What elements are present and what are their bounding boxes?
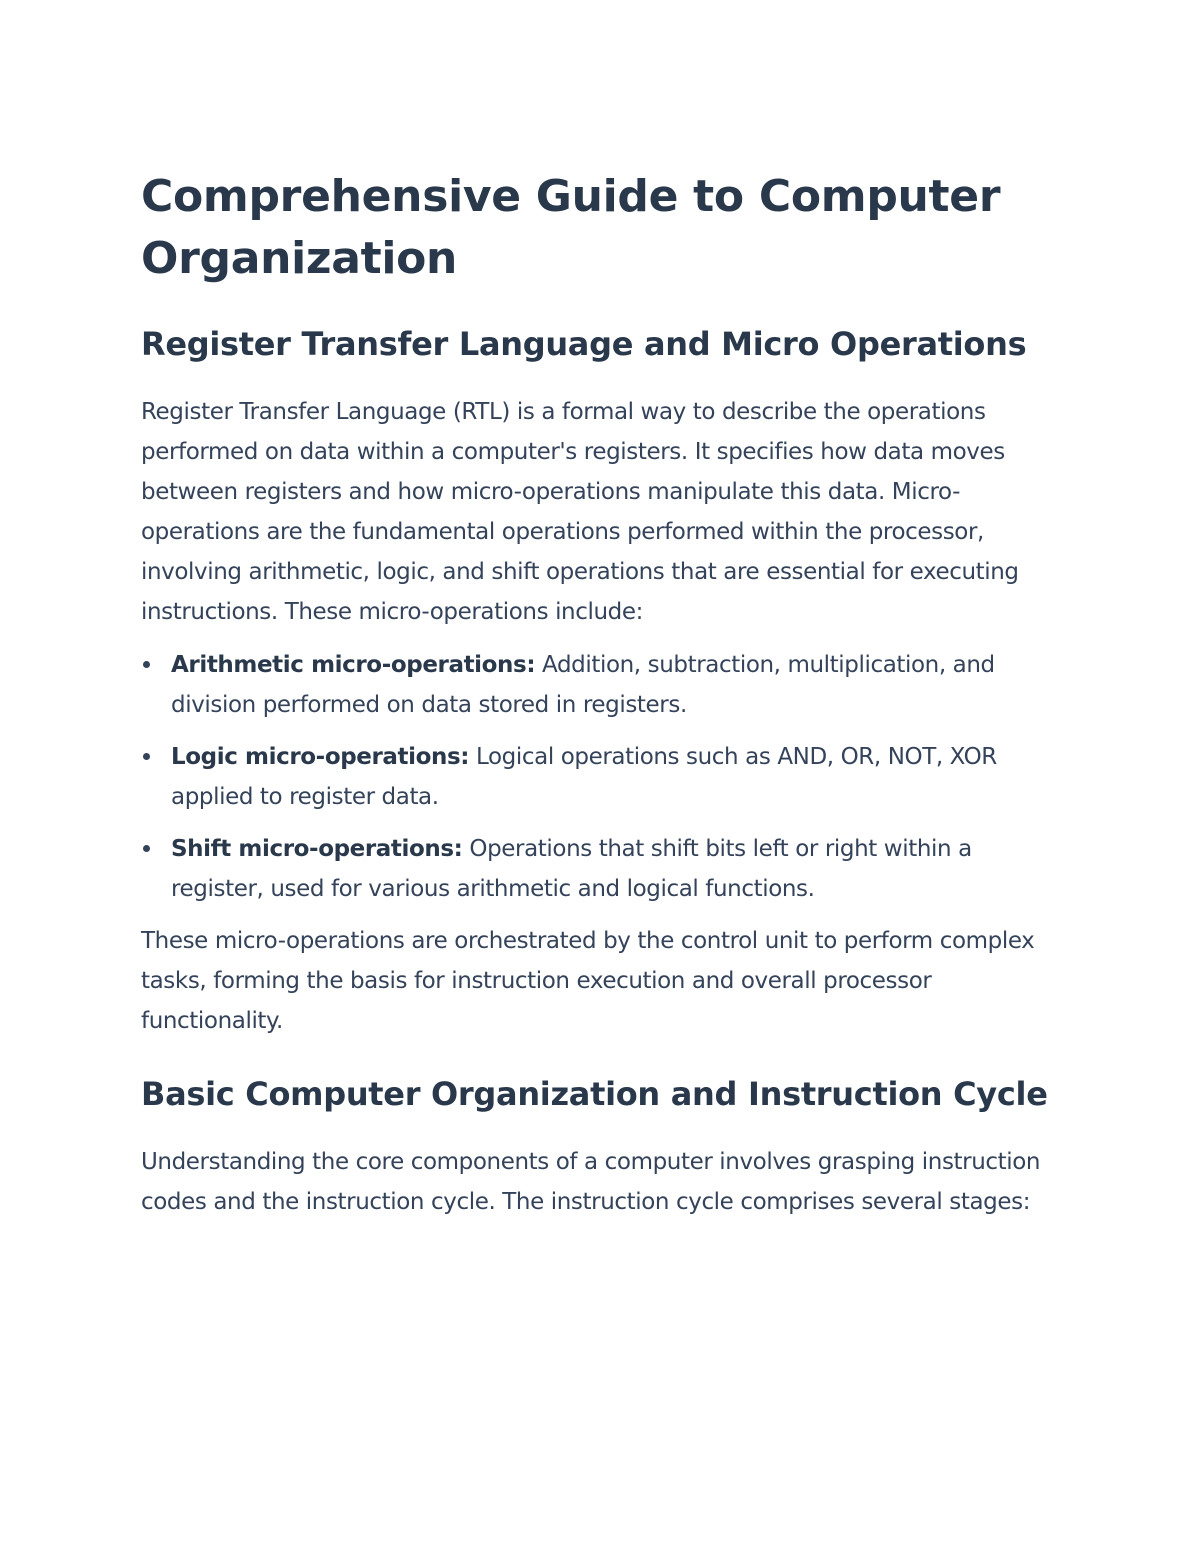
bullet-icon [143,661,150,668]
list-item [141,645,1061,725]
list-item [141,737,1061,817]
document-title: Comprehensive Guide to Computer Organization [141,171,1001,284]
bullet-icon [143,845,150,852]
section-paragraph-rtl-outro: These micro-operations are orchestrated by the control unit to perform complex tasks, forming the basis for instruction execution and overall processor functionality. [141,928,1035,1034]
list-item-text: Addition, subtraction, multiplication, and division performed on data stored in registers. [171,652,995,718]
micro-operations-list [141,645,1061,909]
list-item-term: Shift micro-operations: [171,836,463,862]
list-item-text: Logical operations such as AND, OR, NOT, XOR applied to register data. [171,744,997,810]
document-page [141,166,1061,1222]
list-item-term: Logic micro-operations: [171,744,470,770]
list-item-term: Arithmetic micro-operations: [171,652,536,678]
section-heading-rtl: Register Transfer Language and Micro Operations [141,325,1027,363]
list-item [141,829,1061,909]
section-heading-basic-organization: Basic Computer Organization and Instruction Cycle [141,1075,1048,1113]
section-paragraph-basic-organization-intro: Understanding the core components of a computer involves grasping instruction codes and the instruction cycle. The instruction cycle comprises several stages: [141,1149,1041,1215]
section-paragraph-rtl-intro: Register Transfer Language (RTL) is a formal way to describe the operations performed on data within a computer's registers. It specifies how data moves between registers and how micro-operations manipulate this data. Micro-operations are the fundamental operations performed within the processor, involving arithmetic, logic, and shift operations that are essential for executing instructions. These micro-operations include: [141,399,1019,625]
list-item-text: Operations that shift bits left or right within a register, used for various arithmetic and logical functions. [171,836,972,902]
bullet-icon [143,753,150,760]
